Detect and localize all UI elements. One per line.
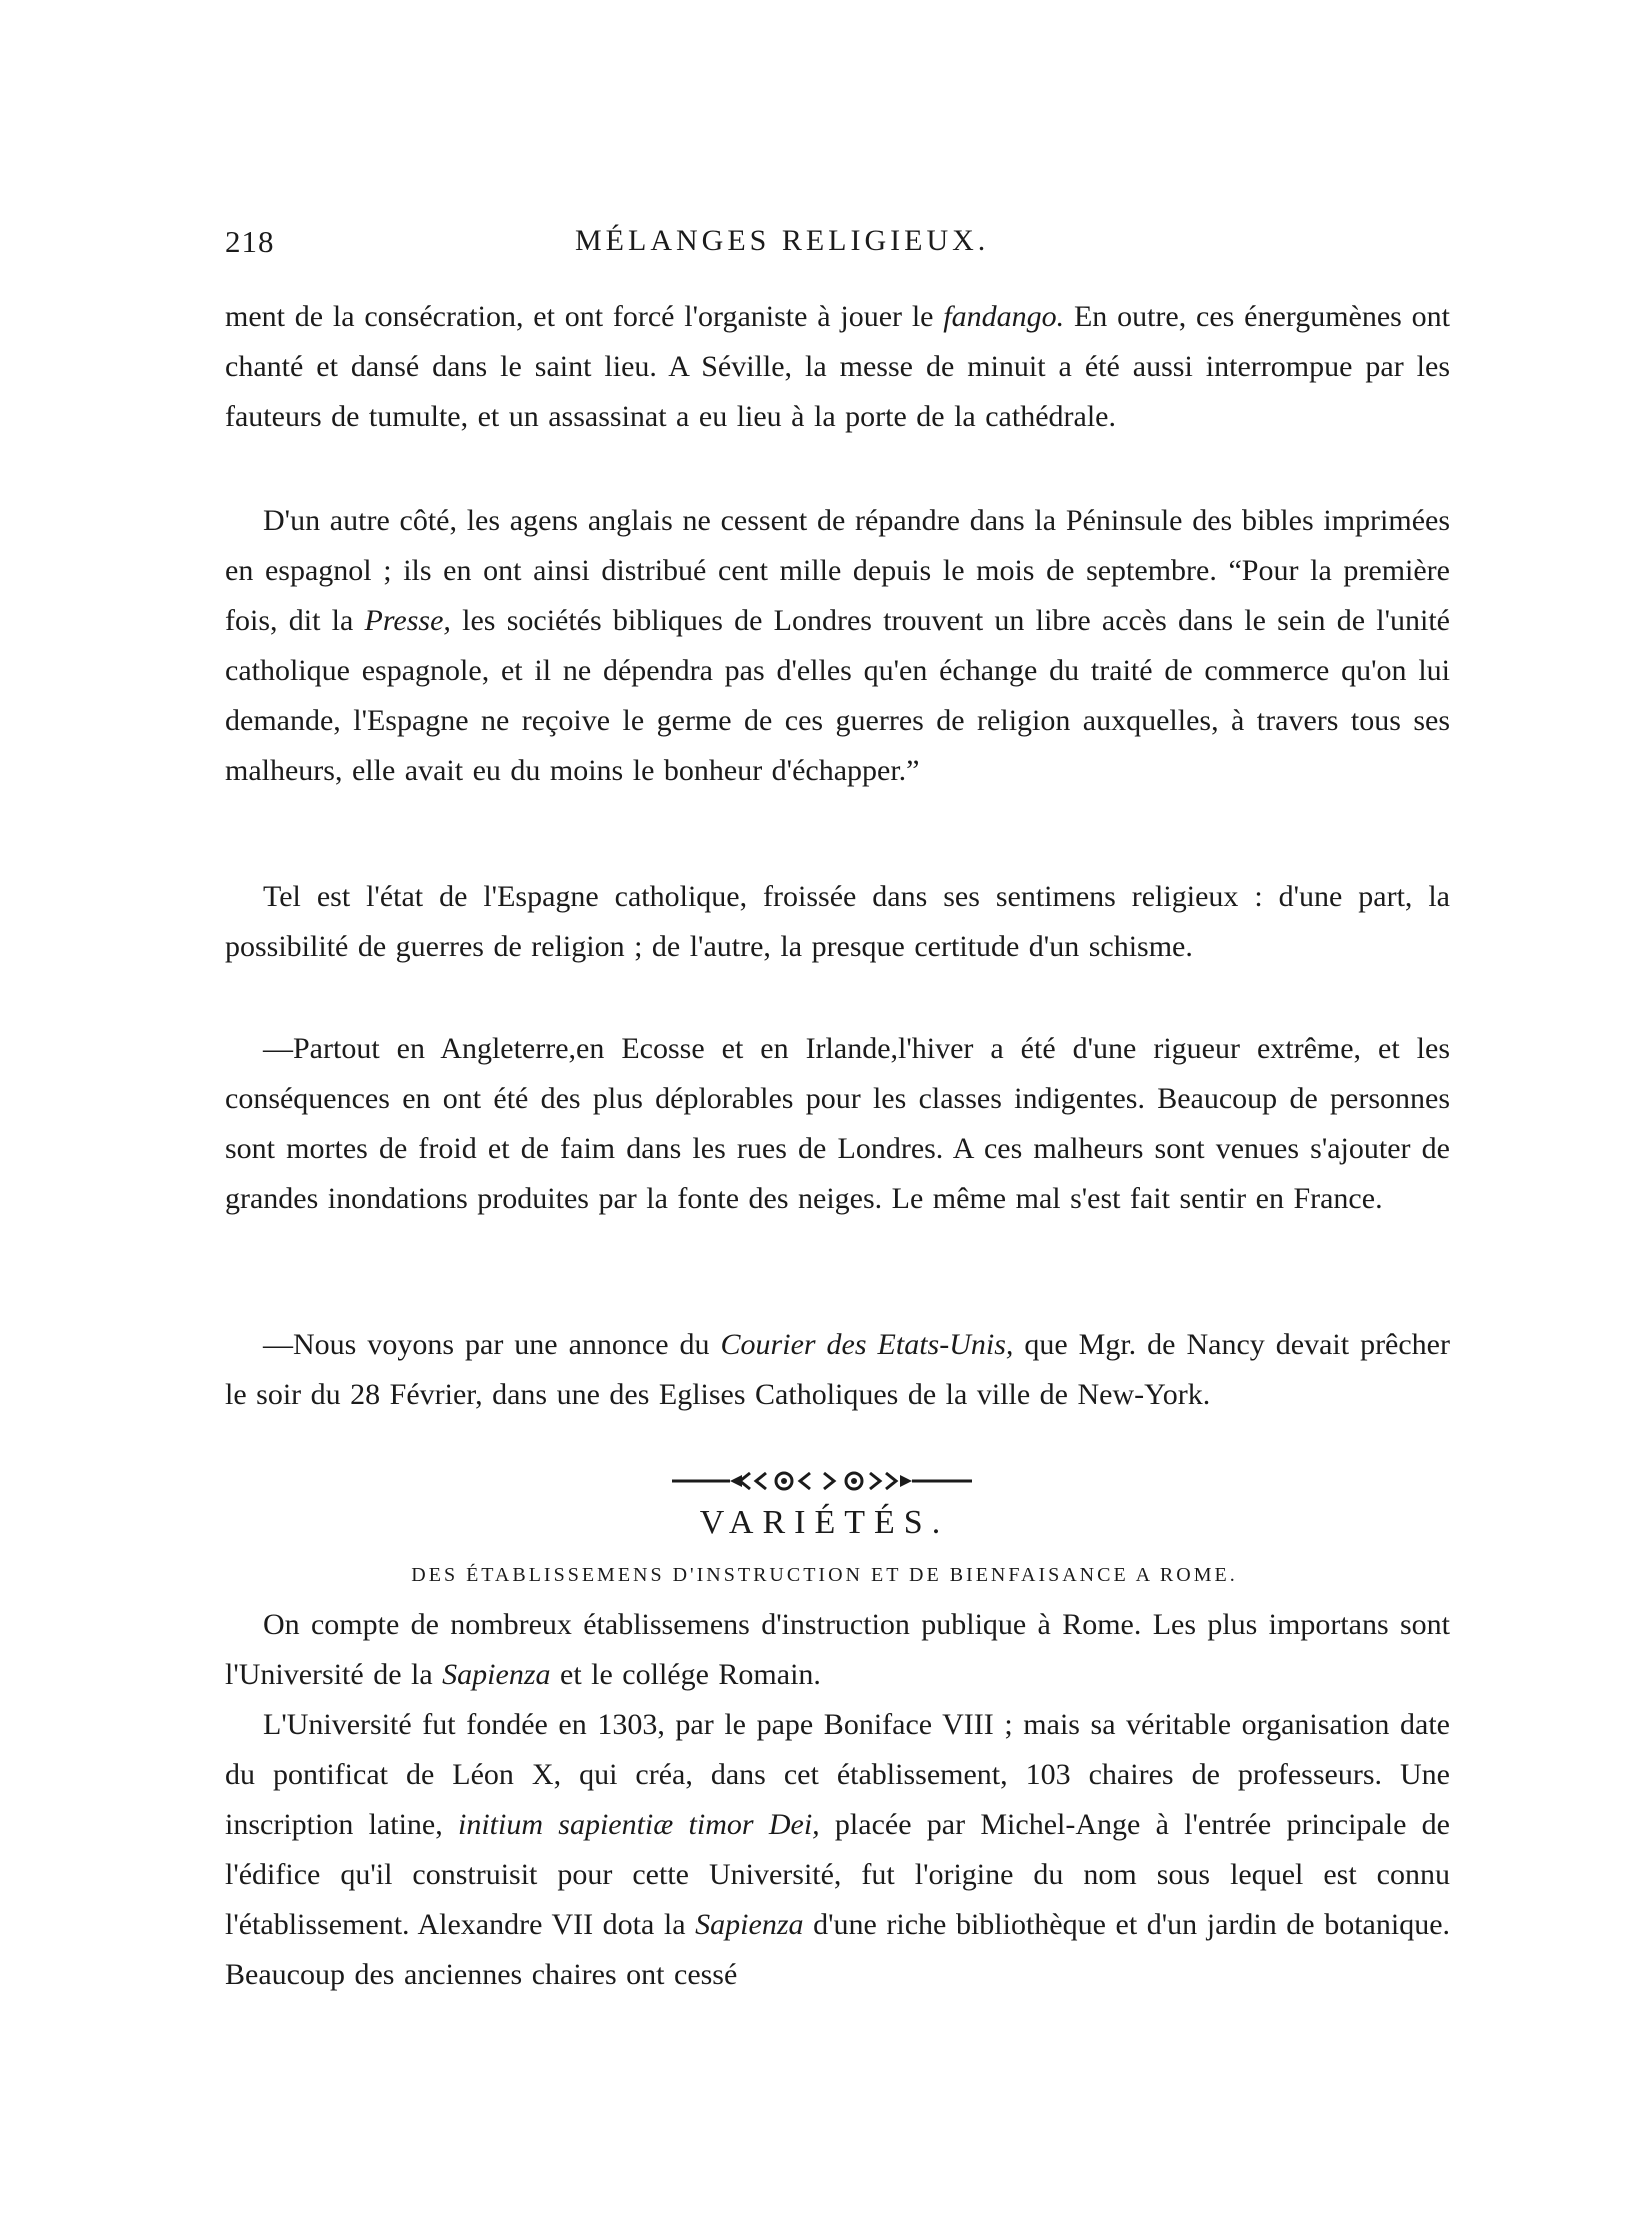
paragraph-5-text-b: que Mgr. de Nancy devait prêcher le soir du 28 Février, dans une des Eglises Catholiques de la ville de New-York. bbox=[225, 1328, 1450, 1411]
paragraph-7-italic-2: Sapienza bbox=[695, 1908, 804, 1941]
paragraph-1-text-b: En outre, ces énergumènes ont chanté et dansé dans le saint lieu. A Séville, la messe de minuit a été aussi interrompue par les fauteurs de tumulte, et un assassinat a eu lieu à la porte de la cathédrale. bbox=[225, 300, 1450, 433]
page-number: 218 bbox=[225, 224, 275, 259]
section-title: VARIÉTÉS. bbox=[699, 1504, 950, 1541]
paragraph-7-text-b: placée par Michel-Ange à l'entrée principale de l'édifice qu'il construisit pour cette Université, fut l'origine du nom sous lequel est connu l'établissement. Alexandre VII dota la bbox=[225, 1808, 1450, 1941]
paragraph-7 bbox=[225, 1700, 1450, 2000]
running-head bbox=[225, 224, 1085, 264]
ornament-divider-icon bbox=[672, 1468, 972, 1494]
paragraph-2-text-a: D'un autre côté, les agens anglais ne cessent de répandre dans la Péninsule des bibles imprimées en espagnol ; ils en ont ainsi distribué cent mille depuis le mois de septembre. “Pour la première fois, dit la bbox=[225, 504, 1450, 637]
paragraph-5 bbox=[225, 1320, 1450, 1420]
paragraph-1 bbox=[225, 292, 1450, 442]
paragraph-7-text-c: d'une riche bibliothèque et d'un jardin de botanique. Beaucoup des anciennes chaires ont cessé bbox=[225, 1908, 1451, 1991]
running-title: MÉLANGES RELIGIEUX. bbox=[575, 224, 990, 257]
subsection-title: DES ÉTABLISSEMENS D'INSTRUCTION ET DE BIENFAISANCE A ROME. bbox=[411, 1564, 1238, 1586]
paragraph-3-text: Tel est l'état de l'Espagne catholique, froissée dans ses sentimens religieux : d'une part, la possibilité de guerres de religion ; de l'autre, la presque certitude d'un schisme. bbox=[225, 880, 1450, 963]
paragraph-6-text-b: et le collége Romain. bbox=[550, 1658, 821, 1691]
paragraph-7-italic-1: initium sapientiæ timor Dei, bbox=[458, 1808, 820, 1841]
paragraph-6-text-a: On compte de nombreux établissemens d'instruction publique à Rome. Les plus importans sont l'Université de la bbox=[225, 1608, 1450, 1691]
paragraph-6-italic: Sapienza bbox=[442, 1658, 551, 1691]
paragraph-7-text-a: L'Université fut fondée en 1303, par le pape Boniface VIII ; mais sa véritable organisation date du pontificat de Léon X, qui créa, dans cet établissement, 103 chaires de professeurs. Une inscription latine, bbox=[225, 1708, 1450, 1841]
paragraph-4 bbox=[225, 1024, 1450, 1224]
paragraph-2-italic: Presse, bbox=[364, 604, 451, 637]
paragraph-1-italic: fandango. bbox=[943, 300, 1065, 333]
paragraph-5-text-a: —Nous voyons par une annonce du bbox=[263, 1328, 721, 1361]
paragraph-1-text-a: ment de la consécration, et ont forcé l'organiste à jouer le bbox=[225, 300, 944, 333]
paragraph-2 bbox=[225, 496, 1450, 796]
paragraph-3 bbox=[225, 872, 1450, 972]
paragraph-5-italic: Courier des Etats-Unis, bbox=[720, 1328, 1014, 1361]
paragraph-2-text-b: les sociétés bibliques de Londres trouvent un libre accès dans le sein de l'unité catholique espagnole, et il ne dépendra pas d'elles qu'en échange du traité de commerce qu'on lui demande, l'Espagne ne reçoive le germe de ces guerres de religion auxquelles, à travers tous ses malheurs, elle avait eu du moins le bonheur d'échapper.” bbox=[225, 604, 1450, 787]
paragraph-6 bbox=[225, 1600, 1450, 1700]
paragraph-4-text: —Partout en Angleterre,en Ecosse et en Irlande,l'hiver a été d'une rigueur extrême, et les conséquences en ont été des plus déplorables pour les classes indigentes. Beaucoup de personnes sont mortes de froid et de faim dans les rues de Londres. A ces malheurs sont venues s'ajouter de grandes inondations produites par la fonte des neiges. Le même mal s'est fait sentir en France. bbox=[225, 1032, 1450, 1215]
